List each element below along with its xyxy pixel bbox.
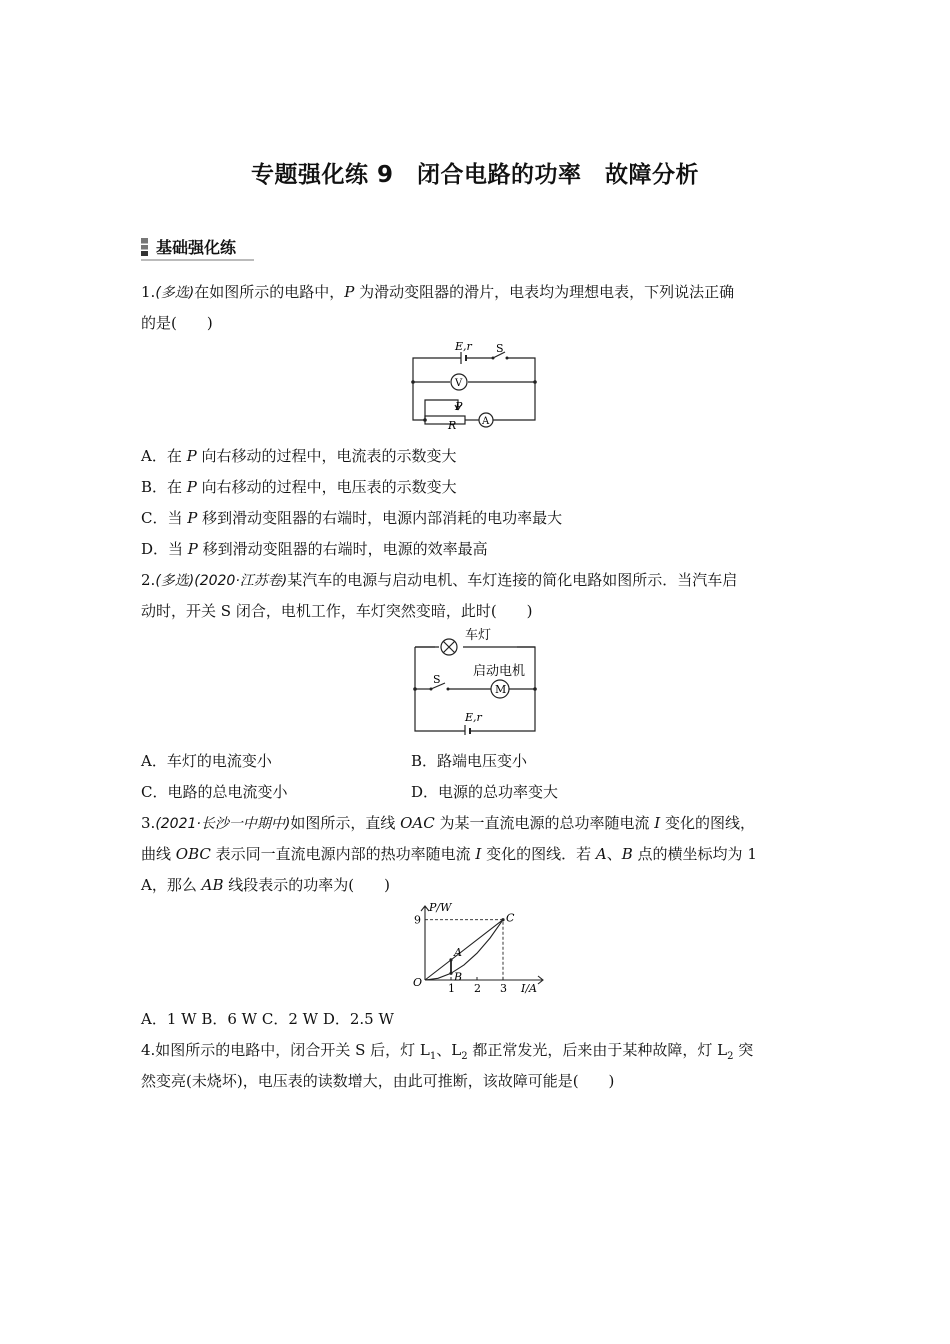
x-tick-label-2: 2: [474, 982, 481, 995]
q2-options-row2: [141, 782, 811, 802]
q3-options[interactable]: A．1 W B．6 W C．2 W D．2.5 W: [141, 1010, 394, 1028]
point-label-a: A: [454, 945, 462, 959]
origin-label: O: [413, 976, 423, 989]
x-tick-label-1: 1: [448, 982, 455, 995]
q2-option-d[interactable]: D．电源的总功率变大: [411, 783, 559, 801]
q1-option-b[interactable]: B．在 P 向右移动的过程中，电压表的示数变大: [141, 478, 457, 496]
q1-option-a[interactable]: A．在 P 向右移动的过程中，电流表的示数变大: [141, 447, 457, 465]
q1-text-a: 在如图所示的电路中，: [194, 283, 345, 301]
q2-fig-s: S: [433, 673, 441, 686]
q2-option-b[interactable]: B．路端电压变小: [411, 752, 528, 770]
q2-source: (2020·江苏卷): [194, 573, 288, 589]
section-marker-icon: [141, 238, 148, 256]
point-label-c: C: [506, 911, 515, 925]
q4-line1: 4.如图所示的电路中，闭合开关 S 后，灯 $L_1$、$L_2$ 都正常发光，后来由于某种故障，灯 $L_2$ 突: [141, 1041, 754, 1062]
x-axis-label: I/A: [521, 982, 537, 995]
q1-fig-er: E,r: [455, 340, 472, 353]
q1-text-b: 为滑动变阻器的滑片，电表均为理想电表，下列说法正确: [354, 283, 735, 301]
q1-option-c[interactable]: C．当 P 移到滑动变阻器的右端时，电源内部消耗的电功率最大: [141, 509, 563, 527]
q3-source: (2021·长沙一中期中): [155, 816, 291, 832]
q3-power-chart: [405, 898, 555, 998]
q1-number: 1.: [141, 283, 156, 301]
point-b: [449, 972, 452, 975]
chart-axes: [421, 906, 543, 984]
page-title: 专题强化练 9 闭合电路的功率 故障分析: [250, 162, 699, 188]
q2-fig-er: E,r: [465, 711, 482, 724]
section-title: 基础强化练: [156, 238, 237, 257]
q2-option-a[interactable]: A．车灯的电流变小: [141, 752, 272, 770]
q3-line1: 3.(2021·长沙一中期中)如图所示，直线 OAC 为某一直流电源的总功率随电流 I 变化的图线，: [141, 814, 755, 832]
q1-fig-p: P: [455, 400, 463, 413]
point-a: [449, 958, 452, 961]
q1-line2: 的是( ): [141, 314, 213, 332]
q2-option-c[interactable]: C．电路的总电流变小: [141, 783, 288, 801]
q1-tag: (多选): [155, 285, 195, 301]
x-tick-label-3: 3: [500, 982, 507, 995]
q2-text-a: 某汽车的电源与启动电机、车灯连接的简化电路如图所示．当汽车启: [287, 571, 738, 589]
q2-line1: [141, 570, 811, 591]
y-tick-label-9: 9: [414, 913, 421, 927]
q1-line1: [141, 282, 811, 303]
q4-line2: 然变亮(未烧坏)，电压表的读数增大，由此可推断，该故障可能是( ): [141, 1072, 615, 1090]
q2-fig-m: M: [495, 683, 507, 696]
q3-line2: 曲线 OBC 表示同一直流电源内部的热功率随电流 I 变化的图线．若 A、B 点的横坐标均为 1: [141, 845, 757, 863]
q3-line3: A，那么 AB 线段表示的功率为( ): [141, 876, 390, 894]
q2-tag: (多选): [155, 573, 195, 589]
q2-fig-lamp: 车灯: [465, 628, 492, 643]
point-label-b: B: [454, 970, 463, 984]
y-axis-label: P/W: [429, 901, 452, 914]
series-oac: [425, 920, 503, 980]
q2-circuit-diagram: [405, 625, 545, 735]
q1-fig-v: V: [455, 378, 463, 389]
q1-var-p: P: [344, 283, 355, 301]
q2-number: 2.: [141, 571, 156, 589]
q1-fig-r: R: [448, 419, 457, 430]
q1-circuit-diagram: [405, 338, 545, 430]
section-underline: [141, 259, 254, 261]
q2-line2: 动时，开关 S 闭合，电机工作，车灯突然变暗，此时( ): [141, 602, 533, 620]
q1-fig-a: A: [482, 416, 490, 427]
q1-option-d[interactable]: D．当 P 移到滑动变阻器的右端时，电源的效率最高: [141, 540, 488, 558]
q1-fig-s: S: [496, 342, 504, 355]
point-c: [501, 918, 504, 921]
q2-fig-motor: 启动电机: [473, 664, 526, 679]
q2-options-row1: [141, 751, 811, 771]
